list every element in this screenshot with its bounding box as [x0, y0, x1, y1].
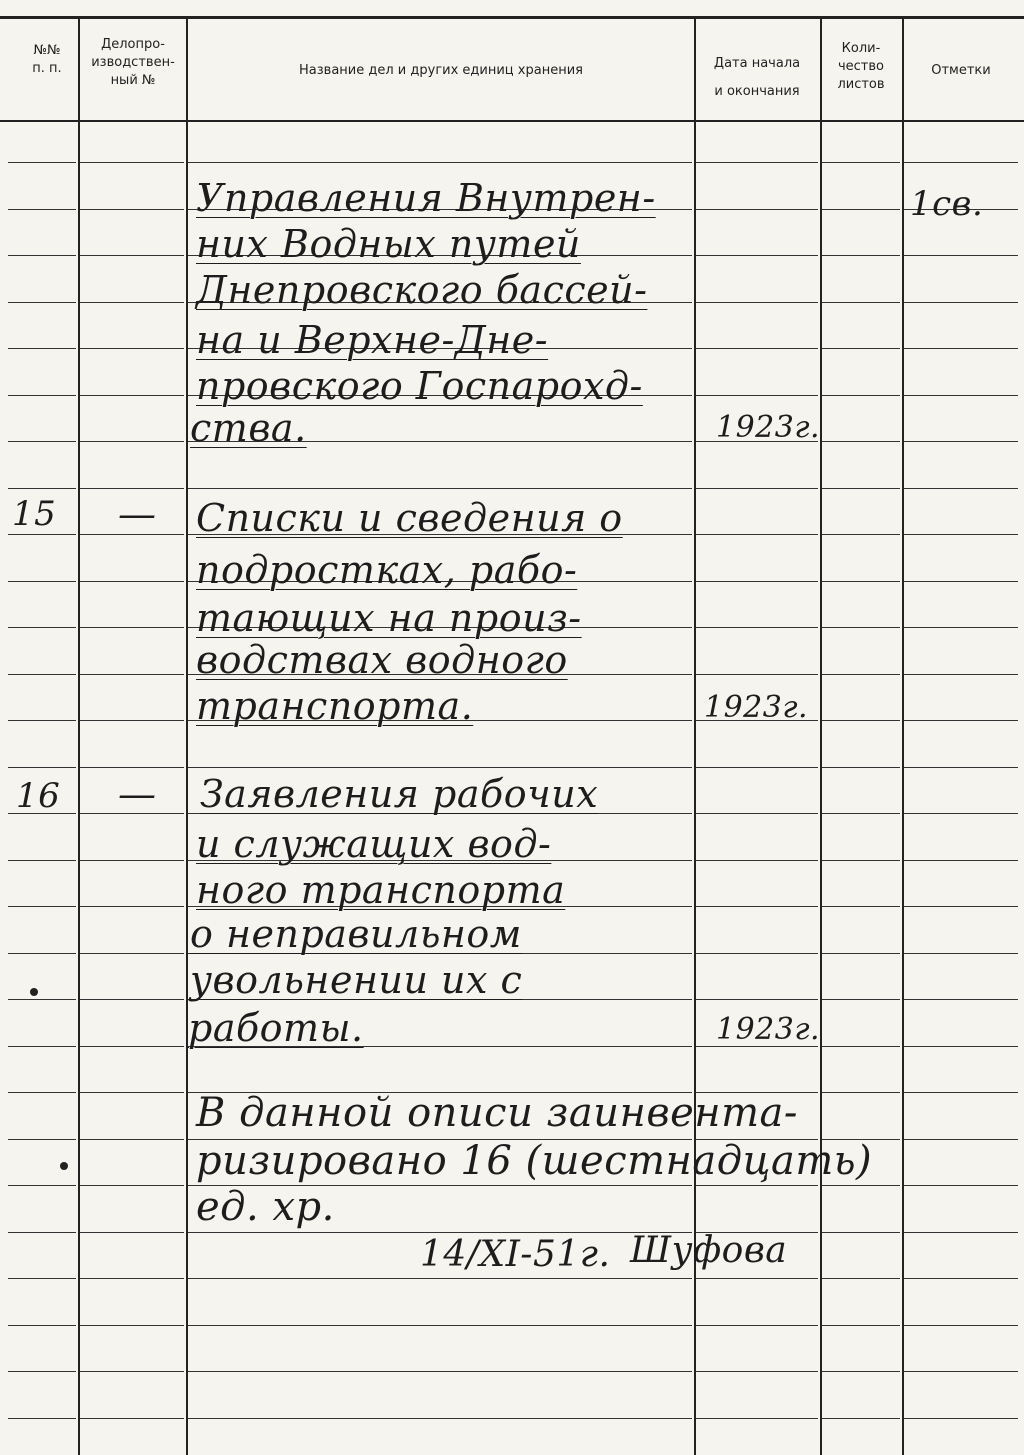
ruled-line: [80, 1418, 184, 1419]
entry-office-number: —: [118, 772, 157, 816]
ruled-line: [80, 1371, 184, 1372]
entry-date: 1923г.: [704, 690, 809, 725]
ruled-line: [904, 720, 1018, 721]
ruled-line: [8, 1092, 76, 1093]
ruled-line: [80, 1278, 184, 1279]
entry-title-line: подростках, рабо-: [196, 548, 578, 592]
ruled-line: [188, 162, 692, 163]
ruled-line: [822, 720, 900, 721]
column-divider: [902, 18, 904, 1455]
ruled-line: [80, 302, 184, 303]
ruled-line: [696, 860, 818, 861]
entry-title-line: ного транспорта: [196, 868, 566, 912]
ruled-line: [904, 767, 1018, 768]
summary-date: 14/XI-51г.: [420, 1234, 611, 1275]
ruled-line: [8, 1139, 76, 1140]
ruled-line: [8, 1418, 76, 1419]
column-divider: [820, 18, 822, 1455]
ruled-line: [822, 1232, 900, 1233]
ruled-line: [696, 906, 818, 907]
summary-line: В данной описи заинвента-: [196, 1090, 798, 1136]
ruled-line: [822, 906, 900, 907]
ruled-line: [80, 209, 184, 210]
entry-title-line: транспорта.: [196, 684, 474, 728]
ruled-line: [904, 534, 1018, 535]
entry-date: 1923г.: [716, 1012, 821, 1047]
ruled-line: [696, 1371, 818, 1372]
ruled-line: [8, 1278, 76, 1279]
entry-title-line: и служащих вод-: [196, 822, 552, 866]
entry-title-line: на и Верхне-Дне-: [196, 318, 549, 362]
ruled-line: [904, 1325, 1018, 1326]
ruled-line: [904, 162, 1018, 163]
ruled-line: [822, 1046, 900, 1047]
ruled-line: [80, 1139, 184, 1140]
header-office-number: Делопро- изводствен- ный №: [91, 37, 175, 88]
ruled-line: [904, 348, 1018, 349]
signature: Шуфова: [630, 1230, 788, 1271]
ruled-line: [904, 674, 1018, 675]
ruled-line: [696, 1418, 818, 1419]
ruled-line: [8, 674, 76, 675]
ink-dot: [30, 988, 38, 996]
ruled-line: [80, 441, 184, 442]
entry-number: 16: [16, 776, 61, 816]
ruled-line: [8, 1232, 76, 1233]
ruled-line: [696, 953, 818, 954]
ruled-line: [188, 1418, 692, 1419]
ruled-line: [904, 860, 1018, 861]
ruled-line: [904, 1139, 1018, 1140]
ruled-line: [696, 627, 818, 628]
ruled-line: [696, 813, 818, 814]
entry-title-line: тающих на произ-: [196, 596, 582, 640]
ruled-line: [8, 581, 76, 582]
entry-title-line: них Водных путей: [196, 222, 581, 266]
ruled-line: [822, 1092, 900, 1093]
ruled-line: [822, 395, 900, 396]
entry-date: 1923г.: [716, 410, 821, 445]
ruled-line: [904, 488, 1018, 489]
ruled-line: [8, 720, 76, 721]
ruled-line: [904, 906, 1018, 907]
entry-title-line: работы.: [188, 1006, 364, 1050]
ruled-line: [822, 441, 900, 442]
ruled-line: [80, 767, 184, 768]
entry-title-line: ства.: [190, 406, 307, 450]
ruled-line: [696, 255, 818, 256]
ruled-line: [822, 999, 900, 1000]
ruled-line: [904, 1185, 1018, 1186]
ruled-line: [80, 720, 184, 721]
entry-number: 15: [12, 494, 57, 534]
ink-dot: [60, 1162, 68, 1170]
column-divider: [78, 18, 80, 1455]
ruled-line: [8, 627, 76, 628]
ruled-line: [822, 674, 900, 675]
summary-line: ризировано 16 (шестнадцать): [196, 1138, 873, 1184]
ruled-line: [904, 813, 1018, 814]
ruled-line: [188, 488, 692, 489]
ruled-line: [696, 999, 818, 1000]
ruled-line: [188, 1325, 692, 1326]
ruled-line: [904, 999, 1018, 1000]
ruled-line: [904, 1278, 1018, 1279]
entry-title-line: провского Госпарохд-: [196, 364, 643, 408]
ruled-line: [822, 162, 900, 163]
ruled-line: [822, 1185, 900, 1186]
header-sheet-count: Коли- чество листов: [837, 41, 885, 92]
header-bottom-border: [0, 120, 1024, 122]
ruled-line: [80, 860, 184, 861]
ruled-line: [80, 906, 184, 907]
ruled-line: [822, 255, 900, 256]
entry-title-line: увольнении их с: [190, 958, 523, 1002]
ruled-line: [822, 767, 900, 768]
ruled-line: [904, 1232, 1018, 1233]
header-title: Название дел и других единиц хранения: [299, 63, 583, 78]
ruled-line: [696, 488, 818, 489]
entry-office-number: —: [118, 492, 157, 536]
ruled-line: [8, 1046, 76, 1047]
ruled-line: [822, 953, 900, 954]
ruled-line: [80, 581, 184, 582]
ruled-line: [822, 1325, 900, 1326]
ruled-line: [696, 581, 818, 582]
ruled-line: [8, 534, 76, 535]
entry-title-line: Списки и сведения о: [196, 496, 623, 540]
ruled-line: [696, 348, 818, 349]
ruled-line: [822, 581, 900, 582]
header-number: №№ п. п.: [32, 43, 62, 76]
ruled-line: [696, 674, 818, 675]
header-dates: Дата начала и окончания: [713, 56, 801, 99]
ruled-line: [822, 1418, 900, 1419]
ruled-line: [8, 1371, 76, 1372]
ruled-line: [8, 209, 76, 210]
ruled-line: [8, 1325, 76, 1326]
entry-title-line: Днепровского бассей-: [196, 268, 648, 312]
ruled-line: [904, 441, 1018, 442]
ruled-line: [696, 302, 818, 303]
ruled-line: [696, 534, 818, 535]
ruled-line: [8, 767, 76, 768]
summary-line: ед. хр.: [196, 1184, 335, 1230]
ruled-line: [8, 860, 76, 861]
ruled-line: [8, 999, 76, 1000]
ruled-line: [822, 1371, 900, 1372]
ruled-line: [80, 1046, 184, 1047]
ruled-line: [80, 488, 184, 489]
top-border: [0, 16, 1024, 19]
ruled-line: [80, 348, 184, 349]
ruled-line: [822, 627, 900, 628]
ruled-line: [696, 395, 818, 396]
ruled-line: [8, 162, 76, 163]
ruled-line: [8, 255, 76, 256]
ruled-line: [188, 1232, 692, 1233]
ruled-line: [904, 1092, 1018, 1093]
ruled-line: [188, 1278, 692, 1279]
header-notes: Отметки: [931, 63, 991, 78]
ruled-line: [80, 627, 184, 628]
ruled-line: [904, 1371, 1018, 1372]
entry-title-line: водствах водного: [196, 638, 568, 682]
ruled-line: [8, 953, 76, 954]
ruled-line: [904, 627, 1018, 628]
ruled-line: [8, 1185, 76, 1186]
ruled-line: [904, 255, 1018, 256]
entry-title-line: о неправильном: [190, 912, 522, 956]
ruled-line: [80, 1232, 184, 1233]
ruled-line: [188, 767, 692, 768]
column-divider: [186, 18, 188, 1455]
ruled-line: [80, 255, 184, 256]
ruled-line: [80, 999, 184, 1000]
ruled-line: [822, 860, 900, 861]
ruled-line: [80, 1092, 184, 1093]
ruled-line: [8, 441, 76, 442]
ruled-line: [80, 953, 184, 954]
ruled-line: [822, 209, 900, 210]
ruled-line: [822, 348, 900, 349]
ruled-line: [904, 1418, 1018, 1419]
ruled-line: [822, 488, 900, 489]
ruled-line: [80, 162, 184, 163]
entry-note: 1св.: [910, 184, 984, 224]
ruled-line: [80, 1185, 184, 1186]
ruled-line: [822, 1278, 900, 1279]
ruled-line: [80, 395, 184, 396]
ruled-line: [80, 674, 184, 675]
ruled-line: [80, 1325, 184, 1326]
ruled-line: [904, 1046, 1018, 1047]
ruled-line: [696, 1185, 818, 1186]
ruled-line: [696, 1278, 818, 1279]
ruled-line: [904, 581, 1018, 582]
ruled-line: [8, 302, 76, 303]
ruled-line: [696, 162, 818, 163]
ruled-line: [904, 395, 1018, 396]
ruled-line: [696, 767, 818, 768]
ruled-line: [8, 906, 76, 907]
ruled-line: [8, 488, 76, 489]
entry-title-line: Заявления рабочих: [200, 772, 599, 816]
ruled-line: [822, 813, 900, 814]
ruled-line: [822, 534, 900, 535]
ruled-line: [904, 302, 1018, 303]
ruled-line: [188, 1371, 692, 1372]
ruled-line: [822, 302, 900, 303]
ruled-line: [696, 209, 818, 210]
ruled-line: [8, 348, 76, 349]
ruled-line: [696, 1325, 818, 1326]
ruled-line: [904, 953, 1018, 954]
entry-title-line: Управления Внутрен-: [196, 176, 656, 220]
ruled-line: [8, 395, 76, 396]
